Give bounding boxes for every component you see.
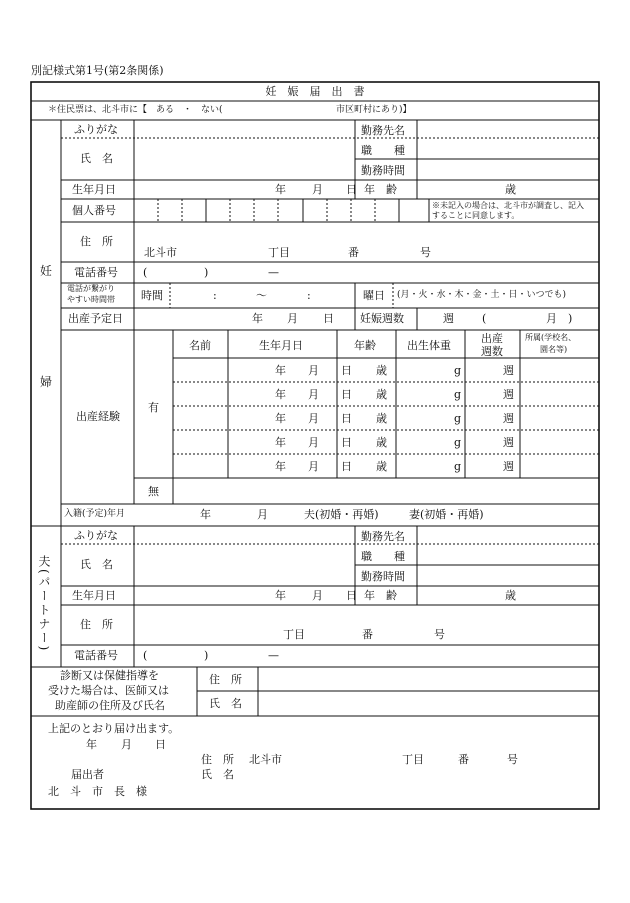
partner-age-unit: 歳 [505, 589, 516, 602]
birth-history-yes[interactable]: 有 [148, 401, 159, 414]
partner-birth-month: 月 [312, 589, 323, 602]
workplace-label: 勤務先名 [361, 124, 405, 137]
furigana-label: ふりがな [74, 123, 118, 136]
history-row-1-weight: g [454, 364, 462, 377]
history-row-5-date: 年 月 日 [275, 460, 352, 473]
address-chome: 丁目 [268, 246, 290, 259]
due-year: 年 [252, 312, 263, 325]
contact-time-label-2: やすい時間帯 [67, 295, 115, 304]
header-school-1: 所属(学校名、 [525, 333, 577, 342]
doctor-address-field[interactable] [260, 669, 598, 690]
partner-furigana-label: ふりがな [74, 529, 118, 542]
partner-phone-dash: — [268, 649, 279, 662]
section-label-pregnant-2: 婦 [40, 375, 53, 389]
name-label: 氏 名 [80, 152, 113, 165]
history-row-4-date: 年 月 日 [275, 436, 352, 449]
birth-month: 月 [312, 183, 323, 196]
partner-workplace-label: 勤務先名 [361, 530, 405, 543]
residence-prefix: ＊住民票は、北斗市に【 ある ・ ない( [48, 105, 223, 115]
submission-ban: 番 [458, 753, 469, 766]
partner-birth-day: 日 [346, 589, 357, 602]
partner-age-label: 年 齢 [364, 589, 397, 602]
due-date-label: 出産予定日 [68, 312, 123, 325]
phone-label: 電話番号 [74, 266, 118, 279]
submission-name-label: 氏 名 [201, 768, 234, 781]
doctor-name-label: 氏 名 [209, 697, 242, 710]
header-weight: 出生体重 [407, 339, 451, 352]
doctor-label-2: 受けた場合は、医師又は [48, 684, 169, 697]
weeks-month-open: ( [482, 312, 487, 325]
weekday-label: 曜日 [363, 289, 385, 302]
partner-name-label: 氏 名 [80, 558, 113, 571]
registration-month: 月 [257, 508, 268, 521]
weeks-month-close: 月 ) [546, 312, 573, 325]
birthdate-label: 生年月日 [72, 183, 116, 196]
birth-history-no[interactable]: 無 [148, 485, 159, 498]
addressee: 北 斗 市 長 様 [48, 785, 147, 798]
partner-phone-close: ) [204, 649, 209, 662]
history-row-4-weeks: 週 [503, 436, 514, 449]
address-label: 住 所 [80, 235, 113, 248]
time-colon-2: : [307, 289, 311, 302]
time-tilde: 〜 [256, 289, 267, 302]
phone-dash: — [268, 266, 279, 279]
partner-birth-year: 年 [275, 589, 286, 602]
history-row-4-weight: g [454, 436, 462, 449]
weeks-unit: 週 [443, 312, 454, 325]
partner-phone-label: 電話番号 [74, 649, 118, 662]
workplace-field[interactable] [418, 124, 598, 137]
header-weeks-2: 週数 [481, 345, 503, 358]
address-ban: 番 [348, 246, 359, 259]
history-row-5-age: 歳 [376, 460, 387, 473]
name-field[interactable] [136, 140, 354, 178]
phone-open: ( [143, 266, 148, 279]
registration-husband[interactable]: 夫(初婚・再婚) [304, 508, 379, 521]
history-row-3-age: 歳 [376, 412, 387, 425]
partner-work-hours-label: 勤務時間 [361, 570, 405, 583]
header-school-2: 園名等) [540, 345, 568, 354]
address-go: 号 [420, 246, 431, 259]
id-note-2: することに同意します。 [432, 211, 520, 220]
history-row-5-weight: g [454, 460, 462, 473]
submission-go: 号 [507, 753, 518, 766]
partner-address-chome: 丁目 [283, 628, 305, 641]
submitter-label: 届出者 [71, 768, 104, 781]
contact-time-label-1: 電話が繋がり [67, 284, 115, 293]
header-birthdate: 生年月日 [259, 339, 303, 352]
history-row-2-weeks: 週 [503, 388, 514, 401]
due-day: 日 [323, 312, 334, 325]
birth-day: 日 [346, 183, 357, 196]
due-month: 月 [287, 312, 298, 325]
submission-city: 北斗市 [249, 753, 282, 766]
section-label-partner: 夫(パートナー) [37, 555, 51, 653]
weekday-options[interactable]: (月・火・水・木・金・土・日・いつでも) [397, 290, 567, 300]
header-age: 年齢 [354, 339, 376, 352]
id-number-label: 個人番号 [72, 204, 116, 217]
partner-address-label: 住 所 [80, 618, 113, 631]
header-name: 名前 [189, 339, 211, 352]
submission-address-label: 住 所 [201, 753, 234, 766]
phone-close: ) [204, 266, 209, 279]
history-row-1-weeks: 週 [503, 364, 514, 377]
occupation-label: 職 種 [361, 144, 405, 157]
time-colon-1: : [213, 289, 217, 302]
registration-label: 入籍(予定)年月 [64, 509, 126, 519]
time-label: 時間 [141, 289, 163, 302]
partner-birthdate-label: 生年月日 [72, 589, 116, 602]
doctor-label-1: 診断又は保健指導を [60, 669, 159, 682]
form-title: 妊 娠 届 出 書 [265, 85, 365, 98]
weeks-label: 妊娠週数 [360, 312, 404, 325]
history-row-5-weeks: 週 [503, 460, 514, 473]
history-row-4-age: 歳 [376, 436, 387, 449]
history-row-1-date: 年 月 日 [275, 364, 352, 377]
partner-phone-open: ( [143, 649, 148, 662]
id-note-1: ※未記入の場合は、北斗市が調査し、記入 [432, 201, 584, 210]
submission-month: 月 [121, 738, 132, 751]
history-row-2-age: 歳 [376, 388, 387, 401]
history-row-3-date: 年 月 日 [275, 412, 352, 425]
history-row-2-date: 年 月 日 [275, 388, 352, 401]
history-row-2-weight: g [454, 388, 462, 401]
doctor-address-label: 住 所 [209, 673, 242, 686]
submission-year: 年 [86, 738, 97, 751]
work-hours-label: 勤務時間 [361, 164, 405, 177]
doctor-name-field[interactable] [260, 693, 598, 715]
registration-wife[interactable]: 妻(初婚・再婚) [409, 508, 484, 521]
history-row-3-weight: g [454, 412, 462, 425]
age-unit: 歳 [505, 183, 516, 196]
section-label-pregnant-1: 妊 [40, 264, 53, 278]
history-row-1-age: 歳 [376, 364, 387, 377]
partner-occupation-label: 職 種 [361, 550, 405, 563]
address-city: 北斗市 [144, 246, 177, 259]
birth-year: 年 [275, 183, 286, 196]
birth-history-label: 出産経験 [76, 410, 120, 423]
partner-address-go: 号 [434, 628, 445, 641]
submission-statement: 上記のとおり届け出ます。 [48, 722, 180, 735]
header-weeks-1: 出産 [481, 332, 503, 345]
submission-day: 日 [155, 738, 166, 751]
registration-year: 年 [200, 508, 211, 521]
residence-suffix: 市区町村にあり)】 [336, 105, 412, 115]
age-label: 年 齢 [364, 183, 397, 196]
history-row-3-weeks: 週 [503, 412, 514, 425]
partner-address-ban: 番 [362, 628, 373, 641]
submission-chome: 丁目 [402, 753, 424, 766]
doctor-label-3: 助産師の住所及び氏名 [55, 699, 165, 712]
form-number: 別記様式第1号(第2条関係) [31, 64, 164, 77]
